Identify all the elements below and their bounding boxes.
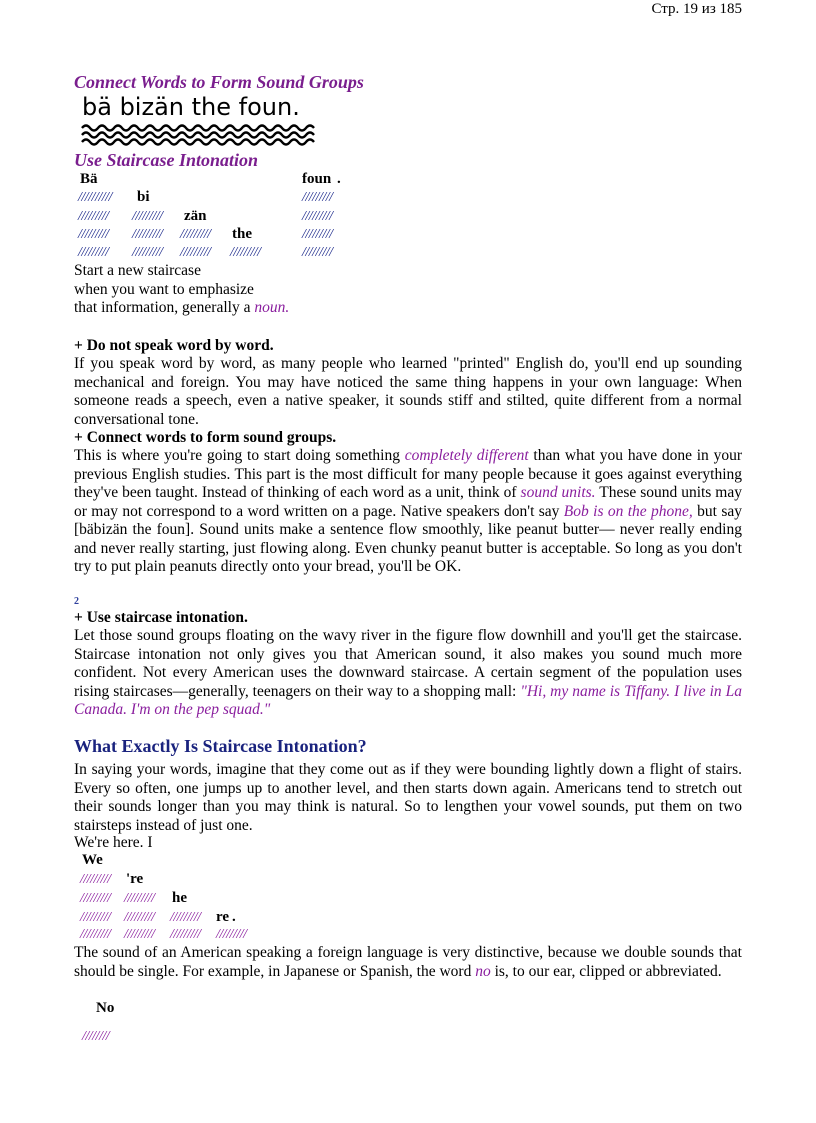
step-line: ///////// (124, 891, 155, 906)
stair-word-zan: zän (184, 208, 207, 224)
step-line: ///////// (302, 190, 333, 205)
step-line: ///////// (80, 910, 111, 925)
stair-word-we: We (82, 852, 103, 868)
step-line: //////// (82, 1029, 110, 1044)
stair-period: . (337, 171, 341, 187)
note-line: Start a new staircase (74, 262, 201, 279)
step-line: ///////// (78, 227, 109, 242)
step-line: ///////// (302, 245, 333, 260)
step-line: ///////// (132, 245, 163, 260)
step-line: ///////// (80, 872, 111, 887)
heading-what-exactly: What Exactly Is Staircase Intonation? (74, 736, 367, 756)
section-heading-connect-words: Connect Words to Form Sound Groups (74, 72, 364, 92)
wavy-river-figure (80, 123, 322, 147)
phonetic-sentence: bä bizän the foun. (82, 93, 300, 121)
subheading-word-by-word: + Do not speak word by word. (74, 337, 274, 354)
paragraph-american-sound: The sound of an American speaking a foreign language is very distinctive, because we double sounds that should be single. For example, in Japanese or Spanish, the word no is, to our ear, clipped or abbreviated. (74, 944, 742, 980)
page-indicator: Стр. 19 из 185 (651, 1, 742, 17)
step-line: ///////// (124, 927, 155, 942)
subheading-staircase-intonation: + Use staircase intonation. (74, 609, 248, 626)
stair-word-the: the (232, 226, 252, 242)
step-line: ///////// (80, 891, 111, 906)
paragraph-what-exactly: In saying your words, imagine that they come out as if they were bounding lightly down a flight of stairs. Every so often, one jumps up to another level, and then starts down again. Americans tend to stretch out their sounds longer than you may think is natural. So to lengthen your vowel sounds, put them on two stairsteps instead of just one. (74, 761, 742, 834)
paragraph-staircase-intonation: Let those sound groups floating on the wavy river in the figure flow downhill and you'll get the staircase. Staircase intonation not only gives you that American sound, it also makes you sound much more confident. Not every American uses the downward staircase. A certain segment of the population uses rising staircases—generally, teenagers on their way to a shopping mall: "Hi, my name is Tiffany. I live in La Canada. I'm on the pep squad." (74, 627, 742, 718)
step-line: ///////// (180, 245, 211, 260)
emphasis-completely-different: completely different (404, 447, 529, 464)
footnote-marker[interactable]: 2 (74, 596, 79, 607)
paragraph-sound-groups: This is where you're going to start doing something completely different than what you have done in your previous English studies. This part is the most difficult for many people because it goes against everything they've been taught. Instead of thinking of each word as a unit, think of sound units. These sound units may or may not correspond to a word written on a page. Native speakers don't say Bob is on the phone, but say [bäbizän the foun]. Sound units make a sentence flow smoothly, like peanut butter— never really ending and never really starting, just flowing along. Even chunky peanut butter is acceptable. So long as you don't try to put plain peanuts directly onto your bread, you'll be OK. (74, 447, 743, 575)
paragraph-word-by-word: If you speak word by word, as many people who learned "printed" English do, you'll end up sounding mechanical and foreign. You may have noticed the same thing happens in your own language: When someone reads a speech, even a native speaker, it sounds stiff and stilted, quite different from a normal conversational tone. (74, 355, 742, 428)
section-heading-staircase: Use Staircase Intonation (74, 150, 259, 170)
step-line: ///////// (132, 227, 163, 242)
step-line: ///////// (78, 209, 109, 224)
note-line: when you want to emphasize (74, 281, 254, 298)
stair-word-ba: Bä (80, 171, 98, 187)
step-line: ///////// (78, 245, 109, 260)
step-line: ////////// (78, 190, 112, 205)
emphasis-no: no (475, 962, 491, 980)
stair-word-re2: re (216, 909, 230, 925)
example-were-here: We're here. I (74, 834, 153, 851)
step-line: ///////// (230, 245, 261, 260)
step-line: ///////// (302, 227, 333, 242)
step-line: ///////// (302, 209, 333, 224)
step-line: ///////// (180, 227, 211, 242)
quote-tiffany: "Hi, my name is Tiffany. I live in La Canada. I'm on the pep squad." (74, 682, 742, 718)
note-line: that information, generally a noun. (74, 299, 290, 316)
stair-word-bi: bi (137, 189, 150, 205)
stair-word-foun: foun (302, 171, 332, 187)
step-line: ///////// (124, 910, 155, 925)
step-line: ///////// (216, 927, 247, 942)
step-line: ///////// (170, 927, 201, 942)
step-line: ///////// (80, 927, 111, 942)
step-line: ///////// (132, 209, 163, 224)
stair-word-re: 're (126, 871, 144, 887)
stair-word-no: No (96, 1000, 115, 1016)
step-line: ///////// (170, 910, 201, 925)
emphasis-noun: noun. (254, 299, 290, 316)
subheading-sound-groups: + Connect words to form sound groups. (74, 429, 337, 446)
stair-period: . (232, 909, 236, 925)
emphasis-sound-units: sound units. (520, 484, 596, 501)
stair-word-he: he (172, 890, 187, 906)
example-bob-phone: Bob is on the phone, (563, 502, 693, 520)
